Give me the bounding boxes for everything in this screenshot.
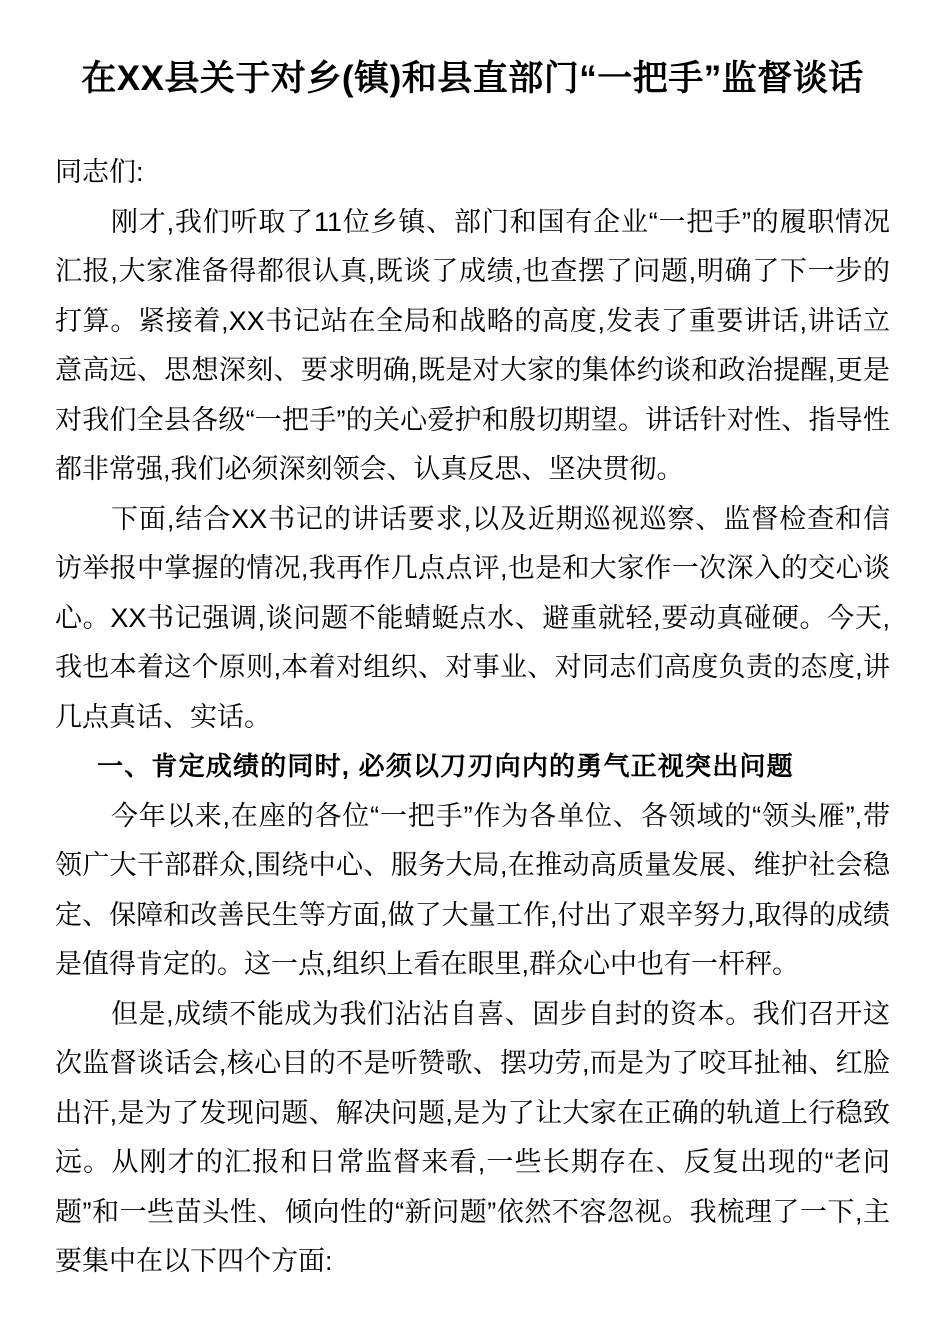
document-body xyxy=(55,148,890,1287)
salutation: 同志们: xyxy=(55,157,144,187)
page-title-line-1: 在XX县关于对乡(镇)和县直部门“一把手”监督谈话 xyxy=(81,59,864,98)
page-title xyxy=(55,0,890,106)
section-1-paragraph-2: 但是,成绩不能成为我们沾沾自喜、固步自封的资本。我们召开这次监督谈话会,核心目的不是听赞歌、摆功劳,而是为了咬耳扯袖、红脸出汗,是为了发现问题、解决问题,是为了让大家在正确的轨道上行稳致远。从刚才的汇报和日常监督来看,一些长期存在、反复出现的“老问题”和一些苗头性、倾向性的“新问题”依然不容忽视。我梳理了一下,主要集中在以下四个方面: xyxy=(55,998,890,1276)
paragraph-1: 刚才,我们听取了11位乡镇、部门和国有企业“一把手”的履职情况汇报,大家准备得都很认真,既谈了成绩,也查摆了问题,明确了下一步的打算。紧接着,XX书记站在全局和战略的高度,发表了重要讲话,讲话立意高远、思想深刻、要求明确,既是对大家的集体约谈和政治提醒,更是对我们全县各级“一把手”的关心爱护和殷切期望。讲话针对性、指导性都非常强,我们必须深刻领会、认真反思、坚决贯彻。 xyxy=(55,206,890,484)
paragraph-2: 下面,结合XX书记的讲话要求,以及近期巡视巡察、监督检查和信访举报中掌握的情况,我再作几点点评,也是和大家作一次深入的交心谈心。XX书记强调,谈问题不能蜻蜓点水、避重就轻,要动真碰硬。今天,我也本着这个原则,本着对组织、对事业、对同志们高度负责的态度,讲几点真话、实话。 xyxy=(55,503,890,732)
section-heading-1: 一、肯定成绩的同时, 必须以刀刃向内的勇气正视突出问题 xyxy=(97,751,794,781)
section-1-paragraph-1: 今年以来,在座的各位“一把手”作为各单位、各领域的“领头雁”,带领广大干部群众,围绕中心、服务大局,在推动高质量发展、维护社会稳定、保障和改善民生等方面,做了大量工作,付出了艰辛努力,取得的成绩是值得肯定的。这一点,组织上看在眼里,群众心中也有一杆秤。 xyxy=(55,800,890,979)
